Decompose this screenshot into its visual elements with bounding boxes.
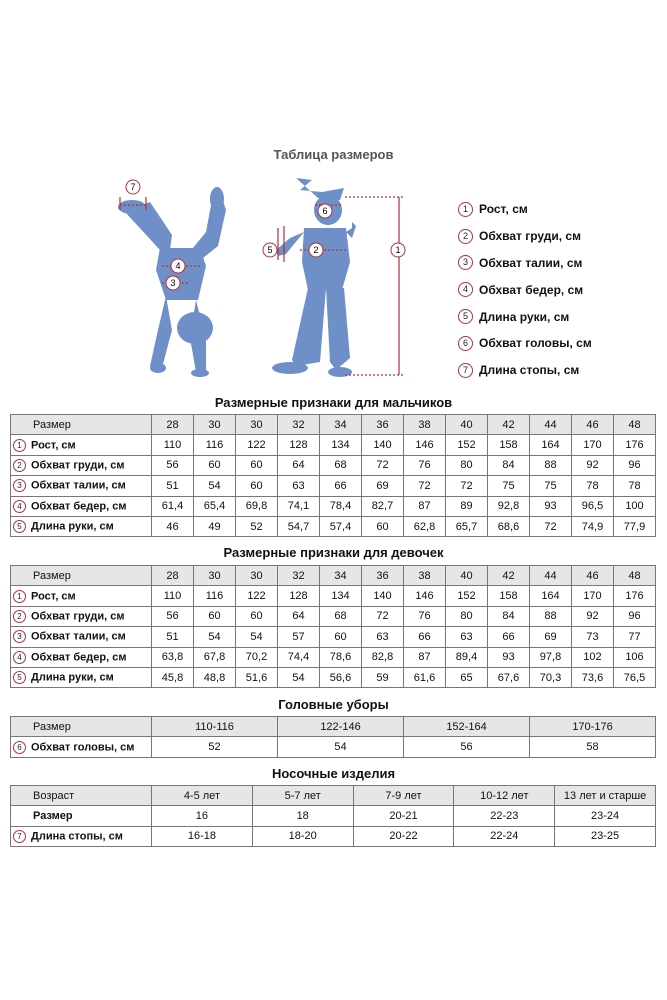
value-cell: 106 [614,647,656,667]
value-cell: 74,4 [278,647,320,667]
age-header-cell: 7-9 лет [353,786,454,806]
legend-label: Обхват бедер, см [479,282,584,297]
value-cell: 51 [152,627,194,647]
hats-table-title: Головные уборы [278,697,389,712]
value-cell: 16-18 [152,826,253,846]
value-cell: 22-23 [454,806,555,826]
row-label-cell [11,455,152,475]
table-row [11,826,656,846]
header-row [11,786,656,806]
legend-item [458,223,592,250]
value-cell: 140 [362,586,404,606]
value-cell: 88 [530,455,572,475]
value-cell: 80 [446,606,488,626]
number-badge: 7 [13,830,26,843]
row-label-cell [11,667,152,687]
value-cell: 102 [572,647,614,667]
table-row [11,806,656,826]
girl-figure [272,178,356,377]
legend-label: Обхват груди, см [479,229,581,244]
value-cell: 80 [446,455,488,475]
number-badge: 5 [13,520,26,533]
svg-text:5: 5 [267,245,273,255]
row-label-cell [11,627,152,647]
table-row [11,647,656,667]
row-label: Длина руки, см [31,671,114,684]
value-cell: 88 [530,606,572,626]
table-row [11,455,656,475]
number-badge: 2 [13,610,26,623]
row-label: Обхват груди, см [31,610,125,623]
value-cell: 78 [572,476,614,496]
value-cell: 140 [362,435,404,455]
row-label-cell [11,826,152,846]
table-row [11,476,656,496]
header-row [11,415,656,435]
size-header-cell: 36 [362,415,404,435]
value-cell: 72 [362,606,404,626]
value-cell: 87 [404,496,446,516]
value-cell: 60 [236,476,278,496]
value-cell: 146 [404,435,446,455]
size-header-cell: 46 [572,415,614,435]
boys-table-title: Размерные признаки для мальчиков [214,395,453,410]
value-cell: 70,2 [236,647,278,667]
value-cell: 54,7 [278,516,320,536]
hats-size-table [10,716,656,758]
value-cell: 128 [278,435,320,455]
table-row [11,435,656,455]
value-cell: 96 [614,455,656,475]
value-cell: 110 [152,435,194,455]
number-badge: 3 [13,479,26,492]
header-label-cell: Возраст [11,786,152,806]
value-cell: 92 [572,606,614,626]
row-label: Обхват головы, см [31,740,135,753]
value-cell: 134 [320,435,362,455]
number-badge: 1 [458,202,473,217]
value-cell: 18 [252,806,353,826]
number-badge: 7 [458,363,473,378]
size-header-cell: 30 [194,566,236,586]
row-label: Рост, см [31,589,76,602]
value-cell: 51,6 [236,667,278,687]
value-cell: 97,8 [530,647,572,667]
value-cell: 59 [362,667,404,687]
value-cell: 54 [278,667,320,687]
measurement-legend [458,196,592,384]
value-cell: 68 [320,455,362,475]
age-header-cell: 4-5 лет [152,786,253,806]
size-header-cell: 152-164 [404,717,530,737]
value-cell: 22-24 [454,826,555,846]
row-label: Обхват груди, см [31,459,125,472]
value-cell: 78,4 [320,496,362,516]
row-label-cell: Размер [11,806,152,826]
number-badge: 6 [458,336,473,351]
value-cell: 72 [446,476,488,496]
size-header-cell: 38 [404,415,446,435]
value-cell: 58 [530,737,656,757]
svg-text:1: 1 [395,245,401,255]
value-cell: 66 [404,627,446,647]
legend-label: Длина стопы, см [479,363,580,378]
size-header-cell: 30 [194,415,236,435]
value-cell: 67,8 [194,647,236,667]
value-cell: 82,7 [362,496,404,516]
value-cell: 78,6 [320,647,362,667]
value-cell: 92 [572,455,614,475]
value-cell: 54 [236,627,278,647]
value-cell: 63,8 [152,647,194,667]
age-header-cell: 13 лет и старше [555,786,656,806]
row-label: Обхват талии, см [31,630,126,643]
value-cell: 68 [320,606,362,626]
value-cell: 20-21 [353,806,454,826]
size-header-cell: 44 [530,415,572,435]
value-cell: 164 [530,435,572,455]
value-cell: 66 [488,627,530,647]
value-cell: 146 [404,586,446,606]
value-cell: 60 [236,606,278,626]
row-label: Длина стопы, см [31,830,123,843]
value-cell: 75 [530,476,572,496]
value-cell: 63 [278,476,320,496]
size-header-cell: 40 [446,415,488,435]
size-header-cell: 28 [152,566,194,586]
value-cell: 69 [362,476,404,496]
row-label-cell [11,586,152,606]
legend-item [458,250,592,277]
value-cell: 48,8 [194,667,236,687]
size-header-cell: 48 [614,566,656,586]
value-cell: 60 [362,516,404,536]
number-badge: 4 [13,500,26,513]
value-cell: 56,6 [320,667,362,687]
row-label: Обхват талии, см [31,479,126,492]
age-header-cell: 10-12 лет [454,786,555,806]
value-cell: 62,8 [404,516,446,536]
row-label-cell [11,647,152,667]
value-cell: 60 [194,455,236,475]
value-cell: 76 [404,455,446,475]
row-label: Рост, см [31,438,76,451]
value-cell: 56 [152,455,194,475]
value-cell: 152 [446,586,488,606]
value-cell: 16 [152,806,253,826]
size-header-cell: 30 [236,566,278,586]
value-cell: 134 [320,586,362,606]
value-cell: 158 [488,435,530,455]
value-cell: 57 [278,627,320,647]
value-cell: 56 [404,737,530,757]
number-badge: 1 [13,590,26,603]
table-row [11,606,656,626]
value-cell: 76,5 [614,667,656,687]
value-cell: 18-20 [252,826,353,846]
value-cell: 84 [488,606,530,626]
legend-item [458,196,592,223]
value-cell: 52 [152,737,278,757]
value-cell: 77,9 [614,516,656,536]
boys-size-table [10,414,656,537]
value-cell: 74,9 [572,516,614,536]
header-label-cell: Размер [11,415,152,435]
value-cell: 96 [614,606,656,626]
value-cell: 116 [194,435,236,455]
value-cell: 74,1 [278,496,320,516]
value-cell: 63 [362,627,404,647]
size-header-cell: 110-116 [152,717,278,737]
page-title: Таблица размеров [273,147,394,162]
value-cell: 72 [404,476,446,496]
value-cell: 116 [194,586,236,606]
value-cell: 89,4 [446,647,488,667]
value-cell: 64 [278,606,320,626]
table-row [11,496,656,516]
size-header-cell: 30 [236,415,278,435]
number-badge: 5 [458,309,473,324]
size-header-cell: 46 [572,566,614,586]
size-header-cell: 42 [488,566,530,586]
value-cell: 110 [152,586,194,606]
value-cell: 73 [572,627,614,647]
value-cell: 92,8 [488,496,530,516]
size-header-cell: 36 [362,566,404,586]
value-cell: 54 [194,476,236,496]
value-cell: 72 [530,516,572,536]
value-cell: 65,7 [446,516,488,536]
value-cell: 176 [614,586,656,606]
value-cell: 60 [320,627,362,647]
number-badge: 4 [458,282,473,297]
header-label-cell: Размер [11,566,152,586]
value-cell: 65,4 [194,496,236,516]
table-row [11,586,656,606]
legend-item [458,330,592,357]
value-cell: 60 [236,455,278,475]
row-label-cell [11,435,152,455]
value-cell: 57,4 [320,516,362,536]
value-cell: 75 [488,476,530,496]
legend-item [458,357,592,384]
number-badge: 2 [458,229,473,244]
value-cell: 45,8 [152,667,194,687]
row-label-cell [11,476,152,496]
number-badge: 4 [13,651,26,664]
row-label: Длина руки, см [31,520,114,533]
value-cell: 70,3 [530,667,572,687]
row-label-cell [11,737,152,757]
value-cell: 60 [194,606,236,626]
table-row [11,737,656,757]
value-cell: 51 [152,476,194,496]
size-header-cell: 34 [320,566,362,586]
legend-label: Рост, см [479,202,528,217]
row-label-cell [11,516,152,536]
svg-text:2: 2 [313,245,319,255]
size-header-cell: 170-176 [530,717,656,737]
value-cell: 128 [278,586,320,606]
value-cell: 69 [530,627,572,647]
value-cell: 96,5 [572,496,614,516]
value-cell: 23-25 [555,826,656,846]
legend-label: Обхват головы, см [479,336,592,351]
size-header-cell: 40 [446,566,488,586]
header-label-cell: Размер [11,717,152,737]
value-cell: 84 [488,455,530,475]
size-header-cell: 32 [278,415,320,435]
socks-table-title: Носочные изделия [271,766,396,781]
value-cell: 66 [320,476,362,496]
size-header-cell: 34 [320,415,362,435]
value-cell: 73,6 [572,667,614,687]
value-cell: 87 [404,647,446,667]
value-cell: 56 [152,606,194,626]
row-label-cell [11,606,152,626]
value-cell: 122 [236,435,278,455]
value-cell: 61,4 [152,496,194,516]
number-badge: 2 [13,459,26,472]
value-cell: 77 [614,627,656,647]
value-cell: 23-24 [555,806,656,826]
size-header-cell: 48 [614,415,656,435]
svg-text:7: 7 [130,182,136,192]
number-badge: 3 [458,255,473,270]
value-cell: 82,8 [362,647,404,667]
value-cell: 52 [236,516,278,536]
number-badge: 6 [13,741,26,754]
value-cell: 20-22 [353,826,454,846]
socks-size-table [10,785,656,847]
size-header-cell: 38 [404,566,446,586]
value-cell: 67,6 [488,667,530,687]
value-cell: 54 [194,627,236,647]
value-cell: 63 [446,627,488,647]
value-cell: 93 [530,496,572,516]
number-badge: 1 [13,439,26,452]
number-badge: 5 [13,671,26,684]
value-cell: 68,6 [488,516,530,536]
value-cell: 65 [446,667,488,687]
header-row [11,717,656,737]
value-cell: 49 [194,516,236,536]
value-cell: 100 [614,496,656,516]
svg-text:3: 3 [170,278,176,288]
value-cell: 61,6 [404,667,446,687]
row-label: Обхват бедер, см [31,500,127,513]
value-cell: 158 [488,586,530,606]
age-header-cell: 5-7 лет [252,786,353,806]
value-cell: 69,8 [236,496,278,516]
row-label-cell [11,496,152,516]
legend-item [458,303,592,330]
size-header-cell: 122-146 [278,717,404,737]
value-cell: 93 [488,647,530,667]
value-cell: 164 [530,586,572,606]
value-cell: 170 [572,586,614,606]
value-cell: 78 [614,476,656,496]
legend-label: Длина руки, см [479,309,570,324]
value-cell: 152 [446,435,488,455]
value-cell: 176 [614,435,656,455]
value-cell: 89 [446,496,488,516]
value-cell: 54 [278,737,404,757]
table-row [11,516,656,536]
value-cell: 76 [404,606,446,626]
size-header-cell: 32 [278,566,320,586]
size-header-cell: 44 [530,566,572,586]
legend-item [458,276,592,303]
number-badge: 3 [13,630,26,643]
table-row [11,667,656,687]
girls-size-table [10,565,656,688]
row-label: Обхват бедер, см [31,651,127,664]
value-cell: 64 [278,455,320,475]
value-cell: 122 [236,586,278,606]
girls-table-title: Размерные признаки для девочек [223,545,444,560]
legend-label: Обхват талии, см [479,255,583,270]
svg-text:4: 4 [175,261,181,271]
table-row [11,627,656,647]
value-cell: 46 [152,516,194,536]
header-row [11,566,656,586]
svg-text:6: 6 [322,206,328,216]
size-header-cell: 28 [152,415,194,435]
size-header-cell: 42 [488,415,530,435]
value-cell: 170 [572,435,614,455]
value-cell: 72 [362,455,404,475]
